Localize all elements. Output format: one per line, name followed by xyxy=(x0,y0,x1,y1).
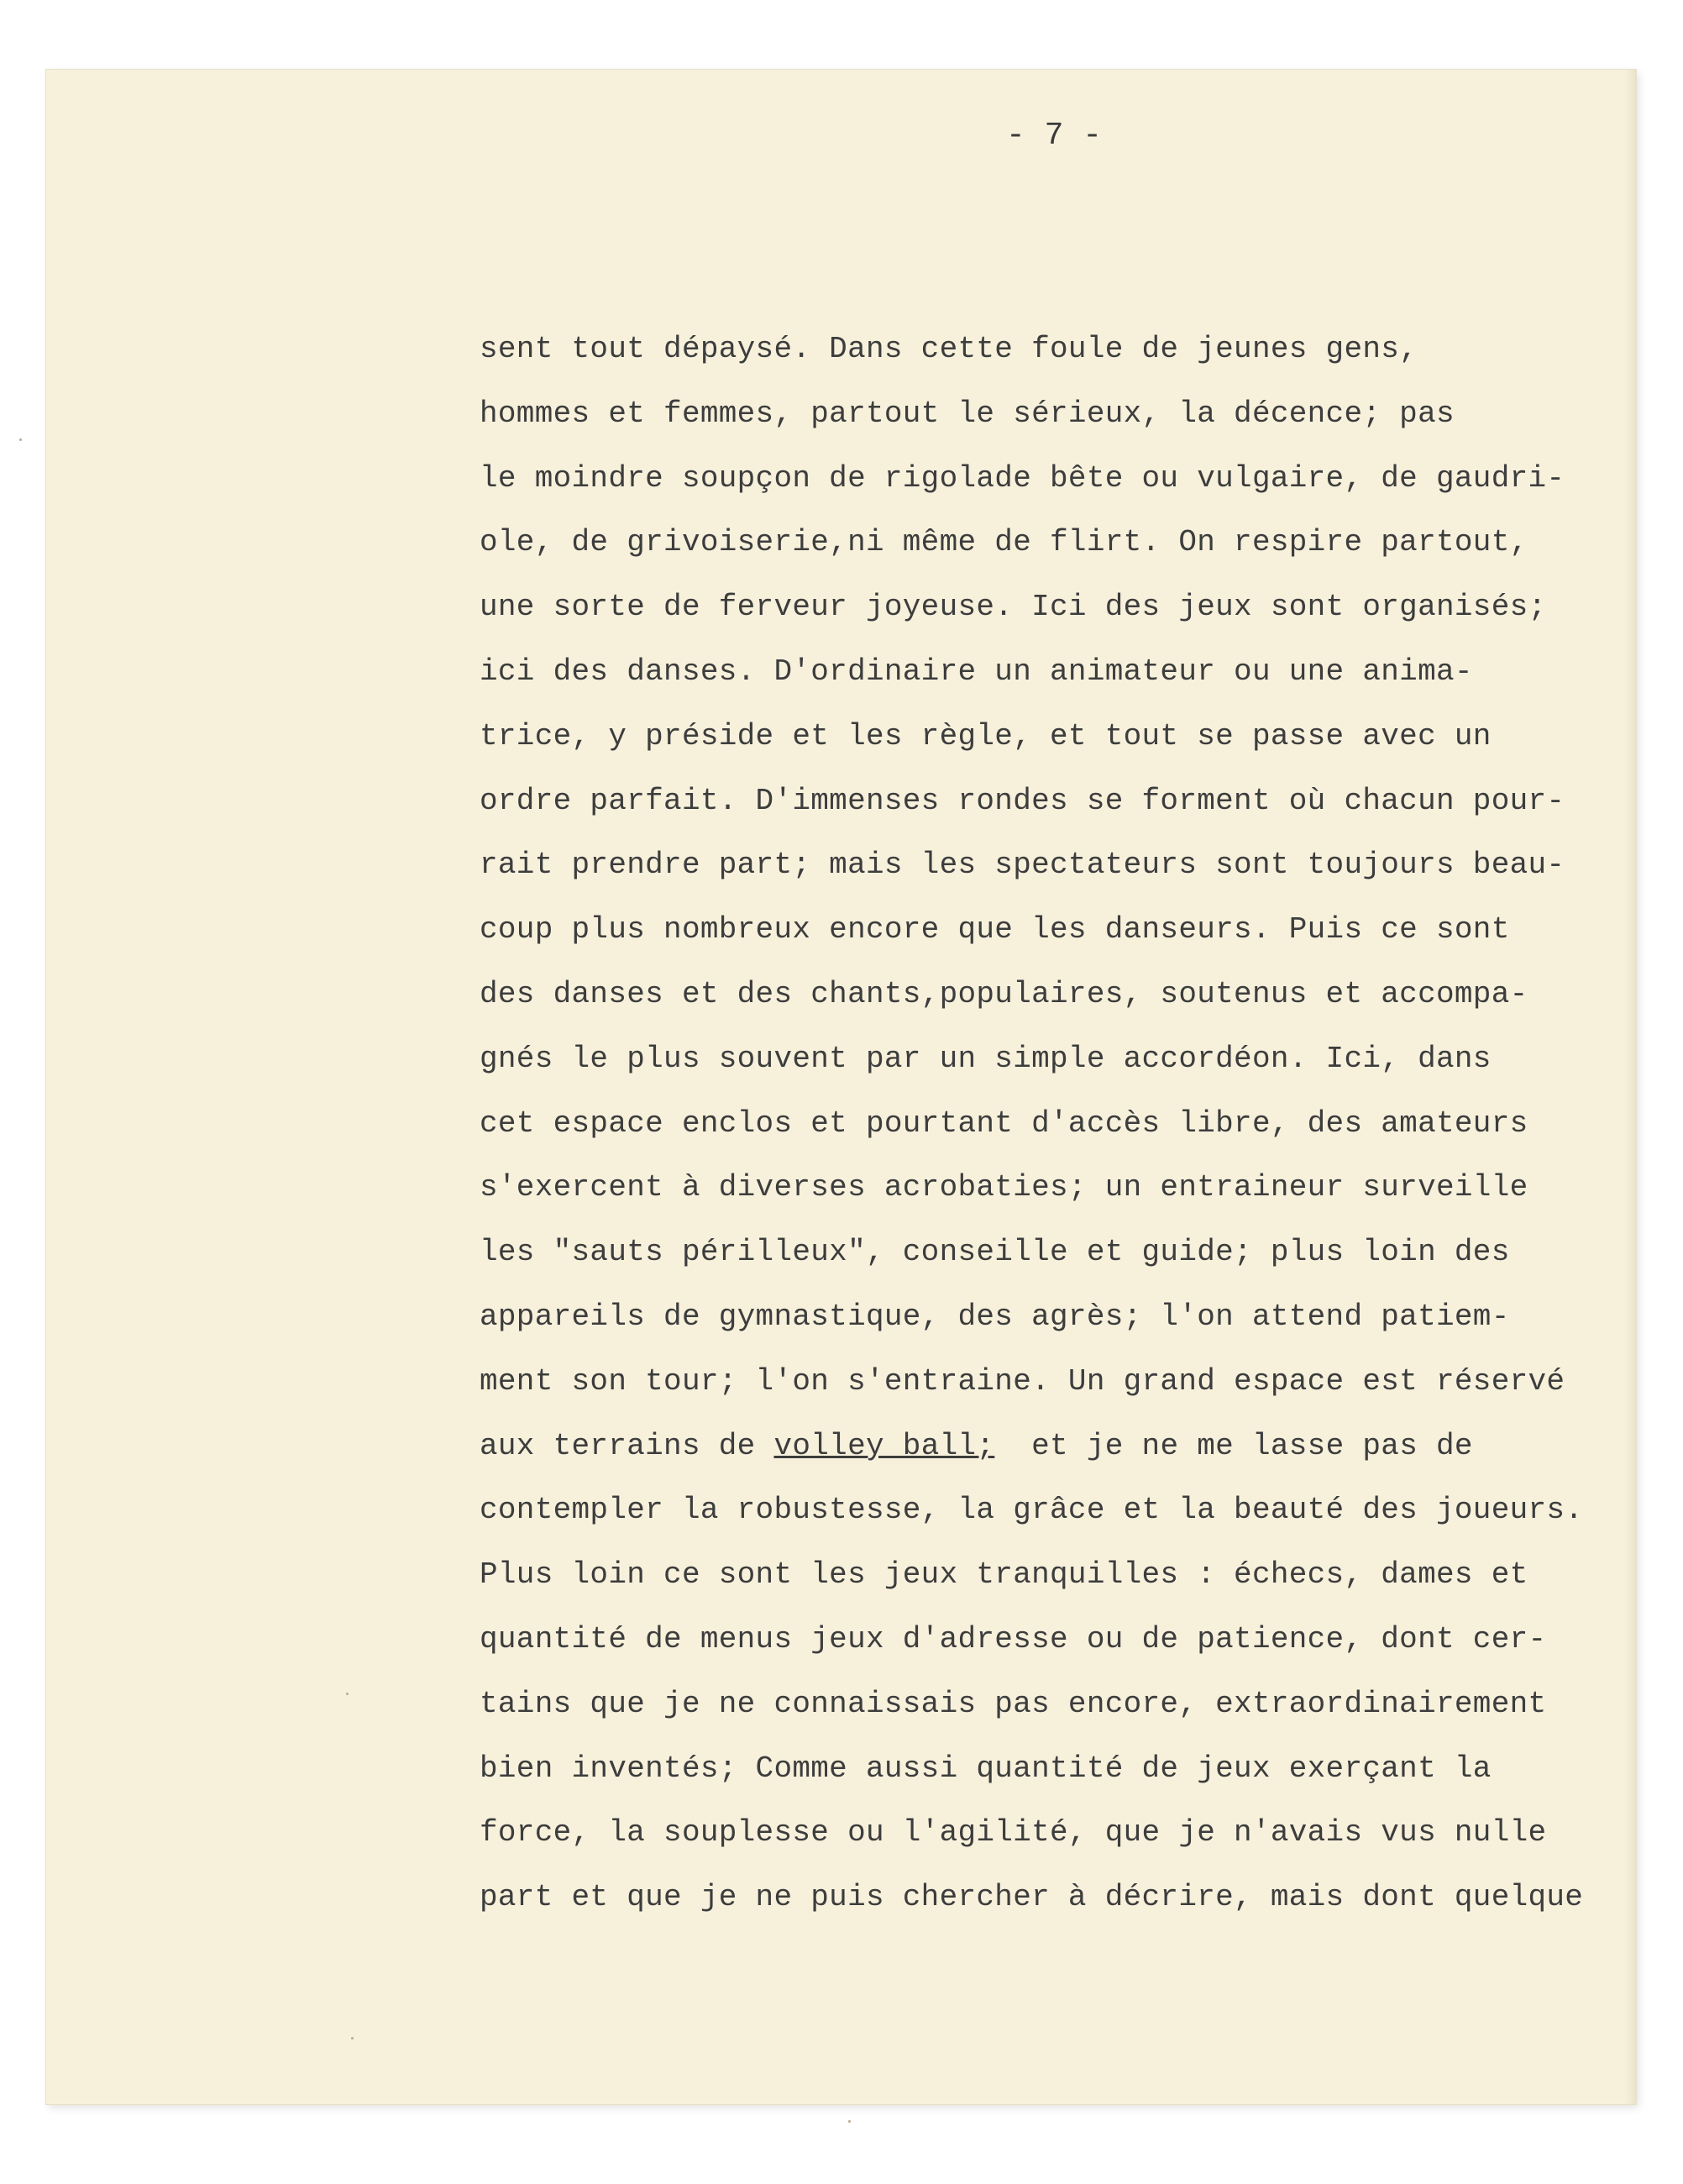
text-line: gnés le plus souvent par un simple accordéon. Ici, dans xyxy=(480,1041,1492,1076)
line-tail: et je ne me lasse pas de xyxy=(994,1428,1473,1463)
text-line: part et que je ne puis chercher à décrire, mais dont quelque xyxy=(480,1880,1584,1915)
text-line: cet espace enclos et pourtant d'accès libre, des amateurs xyxy=(480,1105,1528,1141)
text-line: les "sauts périlleux", conseille et guide; plus loin des xyxy=(480,1235,1510,1270)
text-line: rait prendre part; mais les spectateurs sont toujours beau- xyxy=(480,848,1565,883)
text-line: s'exercent à diverses acrobaties; un entraineur surveille xyxy=(480,1170,1528,1205)
paper-speck xyxy=(351,2037,354,2040)
text-line: ici des danses. D'ordinaire un animateur ou une anima- xyxy=(480,654,1473,689)
text-line: sent tout dépaysé. Dans cette foule de jeunes gens, xyxy=(480,332,1418,366)
text-line: le moindre soupçon de rigolade bête ou vulgaire, de gaudri- xyxy=(480,460,1565,496)
text-line: hommes et femmes, partout le sérieux, la décence; pas xyxy=(480,396,1455,431)
text-line: bien inventés; Comme aussi quantité de jeux exerçant la xyxy=(480,1751,1492,1786)
line-head: aux terrains de xyxy=(480,1428,774,1463)
text-line: contempler la robustesse, la grâce et la beauté des joueurs. xyxy=(480,1493,1584,1528)
text-line: des danses et des chants,populaires, soutenus et accompa- xyxy=(480,976,1528,1011)
paper-speck xyxy=(848,2120,851,2123)
paper-speck xyxy=(346,1693,349,1695)
text-line: quantité de menus jeux d'adresse ou de patience, dont cer- xyxy=(480,1621,1547,1656)
typed-text-body xyxy=(480,318,1630,1930)
underlined-phrase: volley ball; xyxy=(773,1428,995,1463)
text-line: ment son tour; l'on s'entraine. Un grand espace est réservé xyxy=(480,1363,1565,1399)
paper-speck xyxy=(19,438,22,441)
text-line: tains que je ne connaissais pas encore, extraordinairement xyxy=(480,1686,1547,1721)
text-line: appareils de gymnastique, des agrès; l'on attend patiem- xyxy=(480,1299,1510,1334)
text-line: coup plus nombreux encore que les danseurs. Puis ce sont xyxy=(480,912,1510,948)
page-number: - 7 - xyxy=(1005,118,1103,154)
text-line: Plus loin ce sont les jeux tranquilles : échecs, dames et xyxy=(480,1557,1528,1593)
text-line: ole, de grivoiserie,ni même de flirt. On respire partout, xyxy=(480,525,1528,560)
text-line: trice, y préside et les règle, et tout se passe avec un xyxy=(480,718,1492,753)
text-line: ordre parfait. D'immenses rondes se forment où chacun pour- xyxy=(480,783,1565,818)
text-line-with-underline xyxy=(480,1415,1630,1479)
text-line: force, la souplesse ou l'agilité, que je n'avais vus nulle xyxy=(480,1815,1547,1851)
text-line: une sorte de ferveur joyeuse. Ici des jeux sont organisés; xyxy=(480,590,1547,625)
